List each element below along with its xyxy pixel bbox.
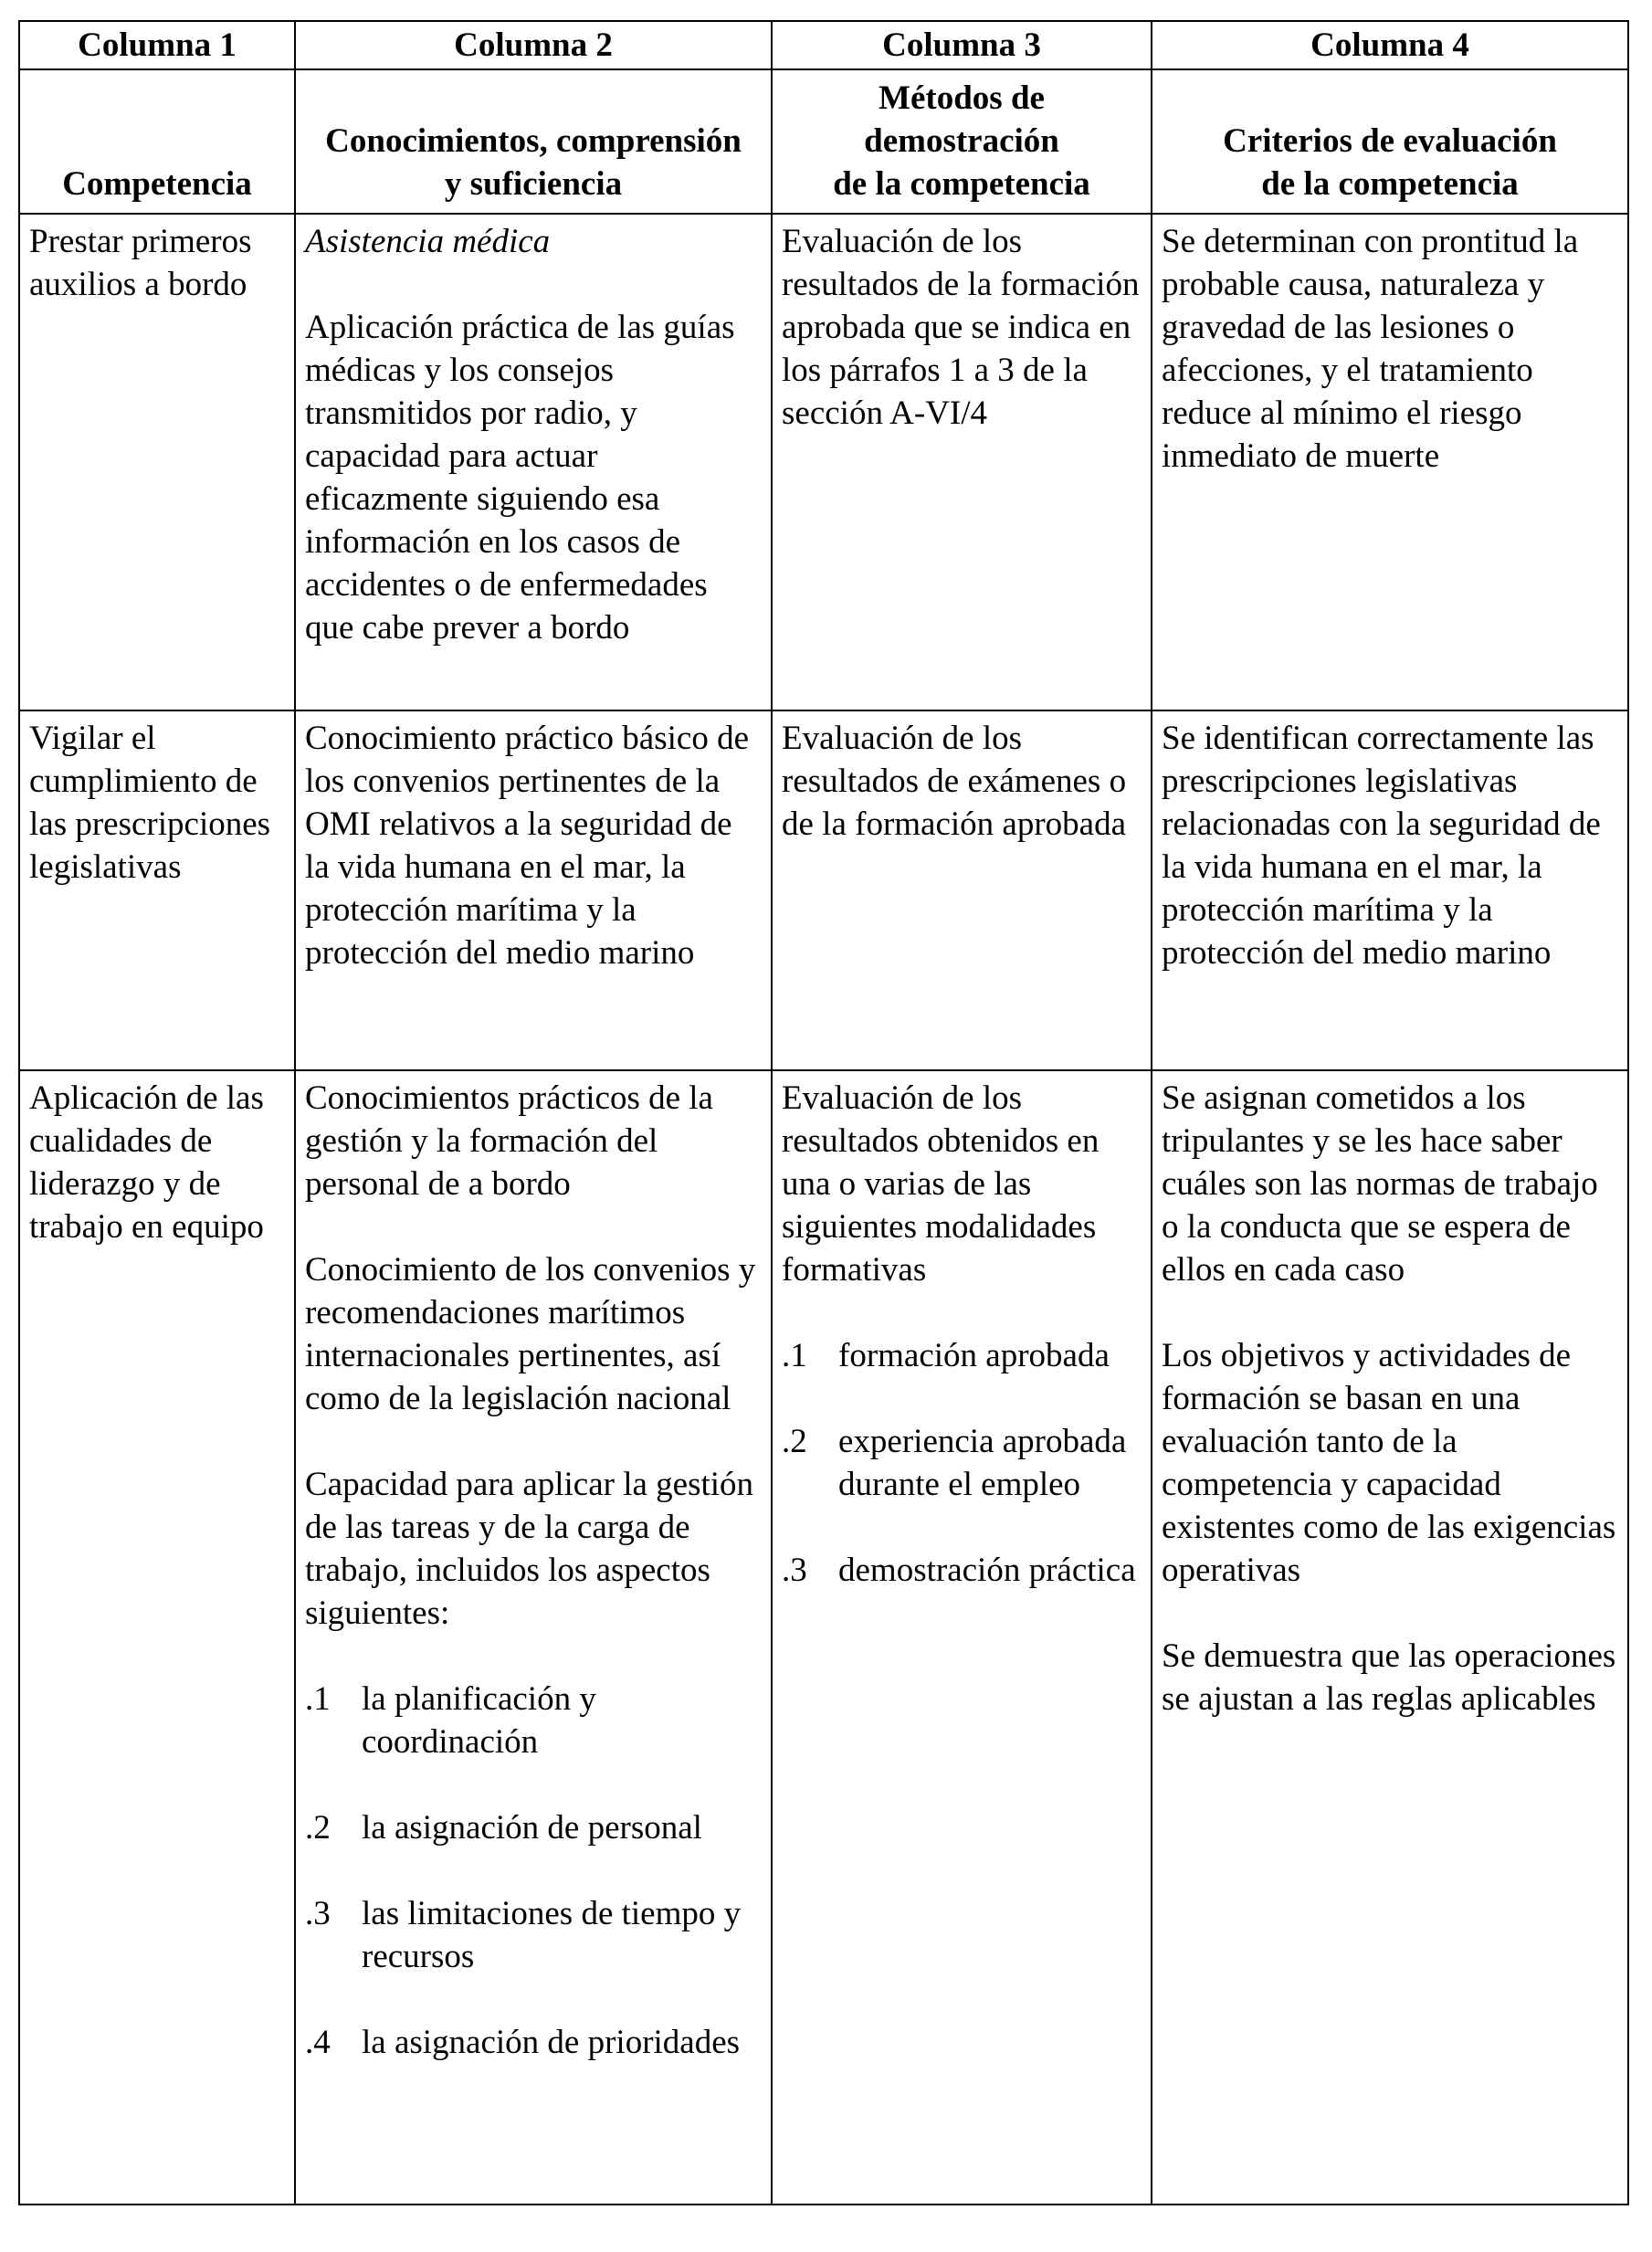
metodos-cell <box>772 1070 1152 2205</box>
list-item <box>782 1334 1142 1377</box>
header-line: Competencia <box>62 165 252 203</box>
paragraph: Capacidad para aplicar la gestión de las tareas y de la carga de trabajo, incluidos los aspectos siguientes: <box>305 1466 754 1632</box>
list-item-number: .1 <box>305 1680 331 1718</box>
table-row <box>19 1070 1628 2205</box>
list-item-number: .3 <box>782 1552 807 1589</box>
list-item-text: demostración práctica <box>838 1552 1136 1589</box>
header-line: de la competencia <box>833 165 1090 203</box>
list-item-text: la planificación y coordinación <box>362 1680 596 1761</box>
criterios-cell <box>1152 1070 1628 2205</box>
criterios-cell <box>1152 214 1628 710</box>
competencia-cell <box>19 1070 295 2205</box>
column-header-metodos <box>772 69 1152 214</box>
paragraph: Se identifican correctamente las prescripciones legislativas relacionadas con la seguridad de la vida humana en el mar, la protección marítima y la protección del medio marino <box>1162 720 1601 972</box>
list-item-text: experiencia aprobada durante el empleo <box>838 1423 1127 1503</box>
header-line: Métodos de <box>879 79 1045 117</box>
conocimientos-cell <box>295 1070 772 2205</box>
paragraph: Conocimientos prácticos de la gestión y la formación del personal de a bordo <box>305 1079 713 1203</box>
paragraph: Evaluación de los resultados obtenidos en una o varias de las siguientes modalidades formativas <box>782 1079 1100 1289</box>
competencia-text: Vigilar el cumplimiento de las prescripciones legislativas <box>29 720 271 886</box>
paragraph: Aplicación práctica de las guías médicas y los consejos transmitidos por radio, y capacidad para actuar eficazmente siguiendo esa información en los casos de accidentes o de enfermedades que cabe prever a bordo <box>305 309 735 647</box>
list-item-number: .2 <box>305 1809 331 1847</box>
column-number-4: Columna 4 <box>1152 21 1628 69</box>
competencia-text: Prestar primeros auxilios a bordo <box>29 223 252 303</box>
list-item-number: .2 <box>782 1423 807 1460</box>
paragraph: Evaluación de los resultados de exámenes o de la formación aprobada <box>782 720 1127 843</box>
list-item-text: las limitaciones de tiempo y recursos <box>362 1895 742 1975</box>
list-item-number: .4 <box>305 2024 331 2061</box>
table-row <box>19 710 1628 1070</box>
metodos-cell <box>772 214 1152 710</box>
list-item <box>305 1892 762 1978</box>
header-line: demostración <box>864 122 1059 160</box>
paragraph: Se demuestra que las operaciones se ajustan a las reglas aplicables <box>1162 1637 1616 1718</box>
paragraph: Se asignan cometidos a los tripulantes y se les hace saber cuáles son las normas de trabajo o la conducta que se espera de ellos en cada caso <box>1162 1079 1598 1289</box>
section-title: Asistencia médica <box>305 223 551 260</box>
header-line: y suficiencia <box>444 165 623 203</box>
column-number-2: Columna 2 <box>295 21 772 69</box>
column-header-row <box>19 69 1628 214</box>
paragraph: Los objetivos y actividades de formación se basan en una evaluación tanto de la competencia y capacidad existentes como de las exigencias operativas <box>1162 1337 1616 1589</box>
header-line: Conocimientos, comprensión <box>325 122 742 160</box>
paragraph: Evaluación de los resultados de la formación aprobada que se indica en los párrafos 1 a 3 de la sección A-VI/4 <box>782 223 1140 432</box>
conocimientos-cell <box>295 214 772 710</box>
competencia-cell <box>19 214 295 710</box>
list-item-text: formación aprobada <box>838 1337 1110 1374</box>
column-number-3: Columna 3 <box>772 21 1152 69</box>
list-item <box>305 1806 762 1849</box>
table-row <box>19 214 1628 710</box>
paragraph: Se determinan con prontitud la probable causa, naturaleza y gravedad de las lesiones o afecciones, y el tratamiento reduce al mínimo el riesgo inmediato de muerte <box>1162 223 1579 475</box>
competence-table <box>18 20 1629 2205</box>
list-item-number: .1 <box>782 1337 807 1374</box>
column-number-row <box>19 21 1628 69</box>
list-item-text: la asignación de prioridades <box>362 2024 741 2061</box>
header-line: de la competencia <box>1261 165 1519 203</box>
list-item <box>782 1420 1142 1506</box>
conocimientos-cell <box>295 710 772 1070</box>
competencia-text: Aplicación de las cualidades de liderazgo y de trabajo en equipo <box>29 1079 264 1246</box>
list-item <box>305 2021 762 2064</box>
list-item <box>305 1678 762 1763</box>
header-line: Criterios de evaluación <box>1223 122 1557 160</box>
list-item <box>782 1549 1142 1592</box>
column-number-1: Columna 1 <box>19 21 295 69</box>
list-item-text: la asignación de personal <box>362 1809 702 1847</box>
criterios-cell <box>1152 710 1628 1070</box>
paragraph: Conocimiento de los convenios y recomendaciones marítimos internacionales pertinentes, así como de la legislación nacional <box>305 1251 756 1417</box>
document-page <box>18 20 1627 2205</box>
metodos-cell <box>772 710 1152 1070</box>
competencia-cell <box>19 710 295 1070</box>
column-header-conocimientos <box>295 69 772 214</box>
column-header-criterios <box>1152 69 1628 214</box>
column-header-competencia <box>19 69 295 214</box>
paragraph: Conocimiento práctico básico de los convenios pertinentes de la OMI relativos a la seguridad de la vida humana en el mar, la protección marítima y la protección del medio marino <box>305 720 749 972</box>
list-item-number: .3 <box>305 1895 331 1932</box>
